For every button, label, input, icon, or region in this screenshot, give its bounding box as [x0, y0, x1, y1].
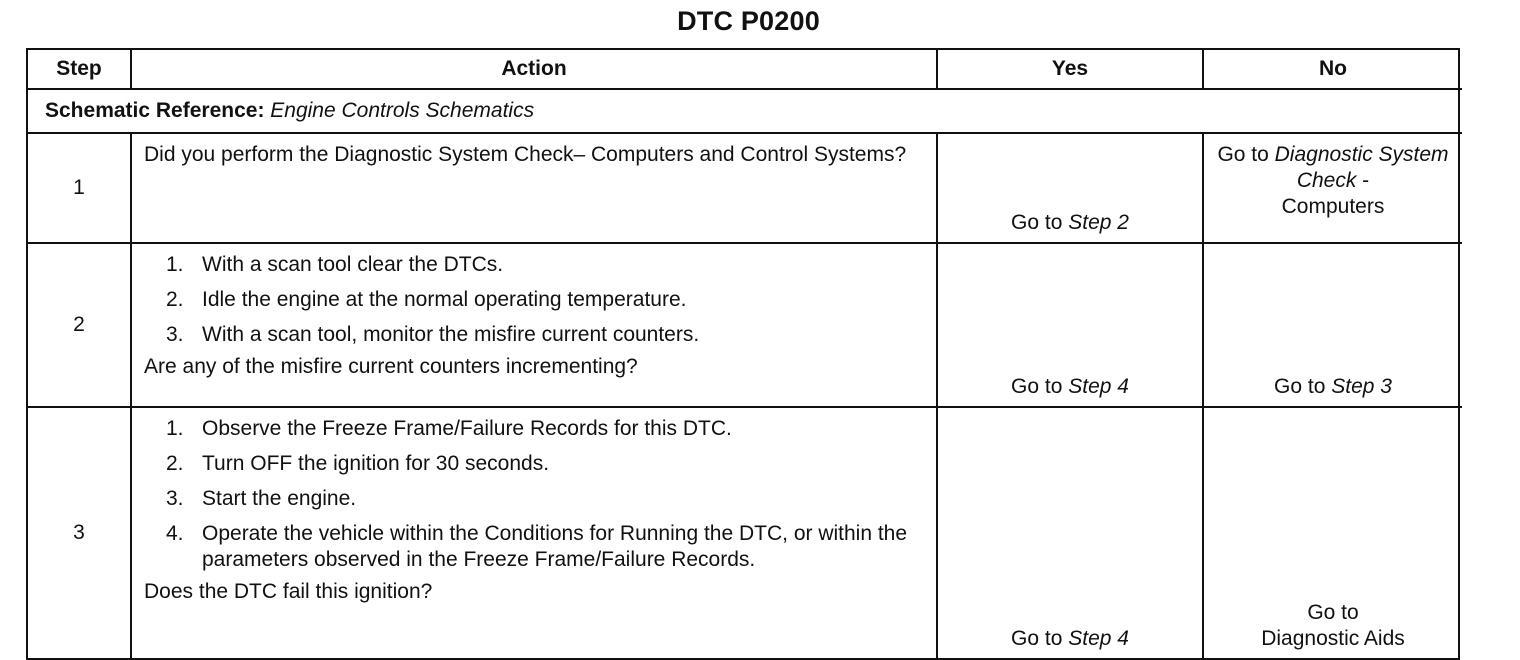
list-item-text: Turn OFF the ignition for 30 seconds.: [202, 452, 550, 475]
list-item: [166, 252, 926, 278]
schematic-reference-label: Schematic Reference:: [45, 99, 265, 122]
list-item-number: 4.: [166, 522, 184, 545]
header-row: [28, 50, 1462, 89]
step-row-3: [28, 407, 1462, 658]
no-prefix: Go to: [1217, 143, 1275, 166]
list-item-text: With a scan tool clear the DTCs.: [202, 253, 504, 276]
action-steps: [144, 252, 926, 348]
action-steps: [144, 416, 926, 573]
diagnostic-table-frame: [26, 48, 1460, 660]
header-yes: Yes: [937, 50, 1203, 89]
action-question: Are any of the misfire current counters incrementing?: [144, 355, 638, 378]
step-number: 2: [28, 243, 131, 407]
yes-target-link[interactable]: Step 2: [1068, 211, 1129, 234]
action-question: Does the DTC fail this ignition?: [144, 580, 433, 603]
yes-cell: [937, 243, 1203, 407]
no-target-link[interactable]: Step 3: [1331, 375, 1392, 398]
list-item: [166, 416, 926, 442]
yes-cell: [937, 407, 1203, 658]
diagnostic-table: [28, 50, 1462, 658]
step-number: 1: [28, 133, 131, 243]
action-cell: [131, 243, 937, 407]
no-target-link[interactable]: Diagnostic System Check: [1274, 143, 1449, 192]
step-row-1: [28, 133, 1462, 243]
list-item-number: 3.: [166, 323, 184, 346]
no-suffix: -: [1356, 169, 1370, 192]
schematic-reference: [28, 89, 1462, 133]
no-prefix: Go to: [1274, 375, 1332, 398]
list-item: [166, 287, 926, 313]
yes-target-link[interactable]: Step 4: [1068, 375, 1129, 398]
yes-prefix: Go to: [1011, 211, 1069, 234]
action-question: Did you perform the Diagnostic System Check– Computers and Control Systems?: [144, 143, 907, 166]
yes-cell: [937, 133, 1203, 243]
list-item-number: 2.: [166, 288, 184, 311]
list-item-number: 2.: [166, 452, 184, 475]
step-row-2: [28, 243, 1462, 407]
schematic-reference-row: [28, 89, 1462, 133]
no-cell: [1203, 407, 1462, 658]
list-item: [166, 486, 926, 512]
list-item: [166, 451, 926, 477]
yes-target-link[interactable]: Step 4: [1068, 627, 1129, 650]
list-item: [166, 521, 926, 573]
step-number: 3: [28, 407, 131, 658]
no-extra: Computers: [1281, 195, 1385, 218]
list-item-number: 1.: [166, 253, 184, 276]
list-item-text: Operate the vehicle within the Conditions for Running the DTC, or within the parameters observed in the Freeze Frame/Failure Records.: [202, 522, 908, 571]
no-cell: [1203, 133, 1462, 243]
schematic-reference-value: Engine Controls Schematics: [270, 99, 535, 122]
no-target-link[interactable]: Diagnostic Aids: [1261, 627, 1405, 650]
action-cell: [131, 407, 937, 658]
list-item-text: With a scan tool, monitor the misfire current counters.: [202, 323, 700, 346]
no-line-1: Go to: [1307, 601, 1359, 624]
yes-prefix: Go to: [1011, 375, 1069, 398]
list-item: [166, 322, 926, 348]
header-no: No: [1203, 50, 1462, 89]
yes-prefix: Go to: [1011, 627, 1069, 650]
no-cell: [1203, 243, 1462, 407]
header-action: Action: [131, 50, 937, 89]
list-item-text: Observe the Freeze Frame/Failure Records for this DTC.: [202, 417, 732, 440]
page-title: DTC P0200: [677, 6, 820, 36]
header-step: Step: [28, 50, 131, 89]
action-cell: [131, 133, 937, 243]
list-item-text: Idle the engine at the normal operating temperature.: [202, 288, 687, 311]
list-item-number: 1.: [166, 417, 184, 440]
list-item-text: Start the engine.: [202, 487, 357, 510]
list-item-number: 3.: [166, 487, 184, 510]
